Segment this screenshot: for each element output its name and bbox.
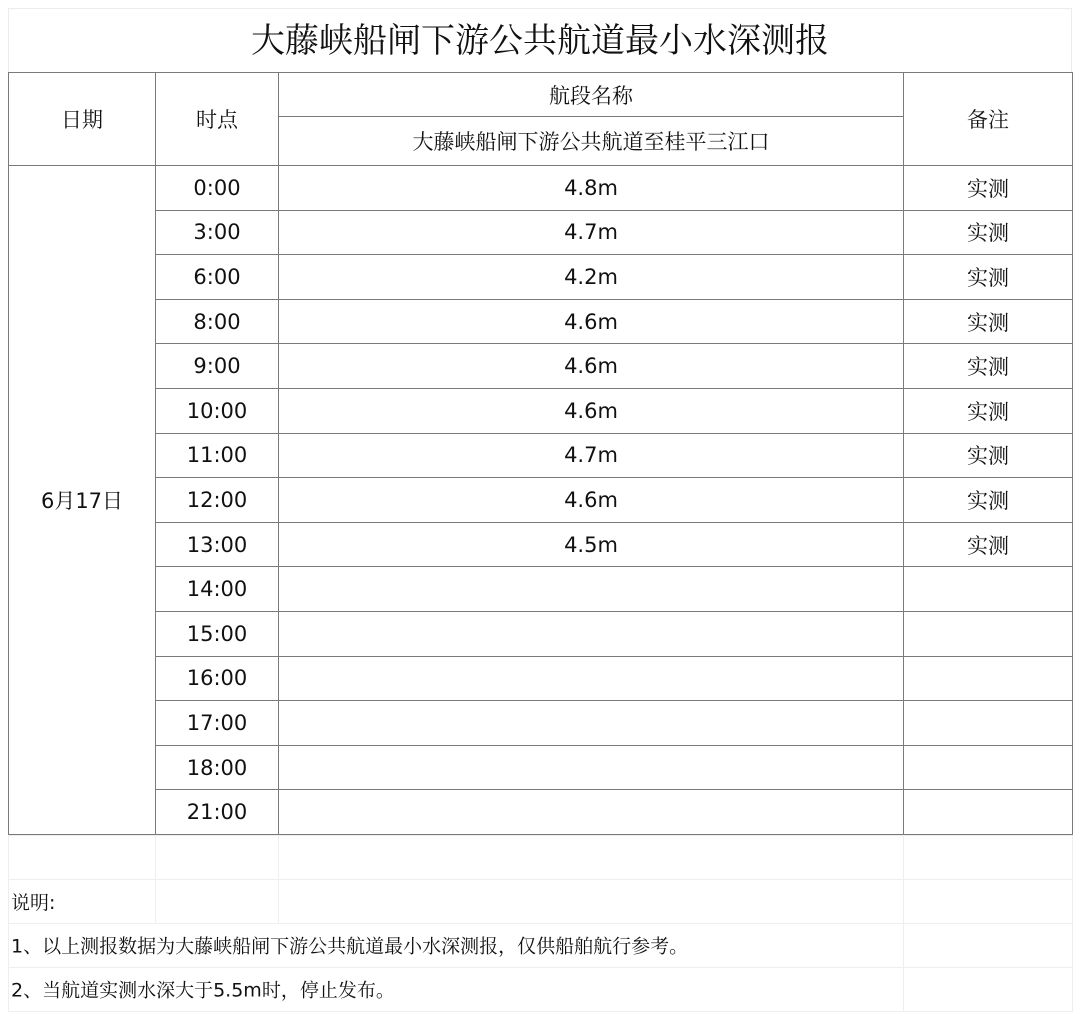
time-cell: 9:00 — [156, 344, 279, 389]
table-row — [9, 299, 1073, 344]
time-cell: 14:00 — [156, 567, 279, 612]
report-title: 大藤峡船闸下游公共航道最小水深测报 — [8, 8, 1072, 72]
empty-cell — [904, 967, 1073, 1011]
time-cell: 16:00 — [156, 656, 279, 701]
remark-cell: 实测 — [904, 166, 1073, 211]
note-2-cell — [9, 967, 904, 1011]
time-cell: 18:00 — [156, 745, 279, 790]
header-date: 日期 — [9, 73, 156, 166]
time-cell: 15:00 — [156, 611, 279, 656]
empty-cell — [279, 879, 904, 923]
table-row — [9, 701, 1073, 746]
depth-cell: 4.6m — [279, 344, 904, 389]
remark-cell — [904, 745, 1073, 790]
depth-table — [8, 72, 1073, 835]
time-cell: 17:00 — [156, 701, 279, 746]
empty-cell — [279, 835, 904, 879]
time-cell: 0:00 — [156, 166, 279, 211]
empty-cell — [156, 835, 279, 879]
time-cell: 13:00 — [156, 522, 279, 567]
depth-cell — [279, 790, 904, 835]
header-row-1 — [9, 73, 1073, 117]
time-cell: 21:00 — [156, 790, 279, 835]
note-row-2 — [9, 967, 1073, 1011]
remark-cell — [904, 656, 1073, 701]
empty-cell — [904, 879, 1073, 923]
table-row — [9, 522, 1073, 567]
notes-heading: 说明: — [9, 879, 156, 923]
table-row — [9, 210, 1073, 255]
report-sheet — [8, 8, 1072, 1012]
header-section-name: 大藤峡船闸下游公共航道至桂平三江口 — [279, 117, 904, 166]
time-cell: 6:00 — [156, 255, 279, 300]
depth-cell: 4.2m — [279, 255, 904, 300]
header-time: 时点 — [156, 73, 279, 166]
table-row — [9, 166, 1073, 211]
time-cell: 10:00 — [156, 388, 279, 433]
empty-cell — [904, 835, 1073, 879]
empty-cell — [904, 923, 1073, 967]
depth-cell: 4.6m — [279, 478, 904, 523]
table-row — [9, 656, 1073, 701]
depth-cell — [279, 567, 904, 612]
depth-cell — [279, 701, 904, 746]
table-row — [9, 745, 1073, 790]
depth-cell: 4.5m — [279, 522, 904, 567]
header-remark: 备注 — [904, 73, 1073, 166]
note-1-cell — [9, 923, 904, 967]
depth-cell: 4.7m — [279, 210, 904, 255]
remark-cell: 实测 — [904, 388, 1073, 433]
table-row — [9, 790, 1073, 835]
notes-heading-row — [9, 879, 1073, 923]
remark-cell: 实测 — [904, 478, 1073, 523]
notes-table — [8, 835, 1073, 1012]
depth-cell — [279, 656, 904, 701]
remark-cell: 实测 — [904, 299, 1073, 344]
remark-cell — [904, 701, 1073, 746]
notes-spacer-row — [9, 835, 1073, 879]
empty-cell — [9, 835, 156, 879]
table-row — [9, 611, 1073, 656]
time-cell: 11:00 — [156, 433, 279, 478]
depth-cell — [279, 745, 904, 790]
table-row — [9, 567, 1073, 612]
remark-cell: 实测 — [904, 522, 1073, 567]
time-cell: 12:00 — [156, 478, 279, 523]
table-row — [9, 478, 1073, 523]
remark-cell: 实测 — [904, 210, 1073, 255]
remark-cell — [904, 790, 1073, 835]
empty-cell — [156, 879, 279, 923]
depth-cell: 4.6m — [279, 388, 904, 433]
remark-cell — [904, 567, 1073, 612]
note-1: 1、以上测报数据为大藤峡船闸下游公共航道最小水深测报，仅供船舶航行参考。 — [11, 935, 689, 958]
remark-cell: 实测 — [904, 255, 1073, 300]
remark-cell: 实测 — [904, 344, 1073, 389]
remark-cell — [904, 611, 1073, 656]
depth-cell — [279, 611, 904, 656]
depth-cell: 4.6m — [279, 299, 904, 344]
header-section-group: 航段名称 — [279, 73, 904, 117]
note-row-1 — [9, 923, 1073, 967]
date-cell: 6月17日 — [9, 166, 156, 835]
remark-cell: 实测 — [904, 433, 1073, 478]
time-cell: 3:00 — [156, 210, 279, 255]
depth-cell: 4.8m — [279, 166, 904, 211]
time-cell: 8:00 — [156, 299, 279, 344]
table-row — [9, 388, 1073, 433]
table-row — [9, 255, 1073, 300]
table-row — [9, 344, 1073, 389]
table-row — [9, 433, 1073, 478]
depth-cell: 4.7m — [279, 433, 904, 478]
note-2: 2、当航道实测水深大于5.5m时，停止发布。 — [11, 979, 395, 1002]
